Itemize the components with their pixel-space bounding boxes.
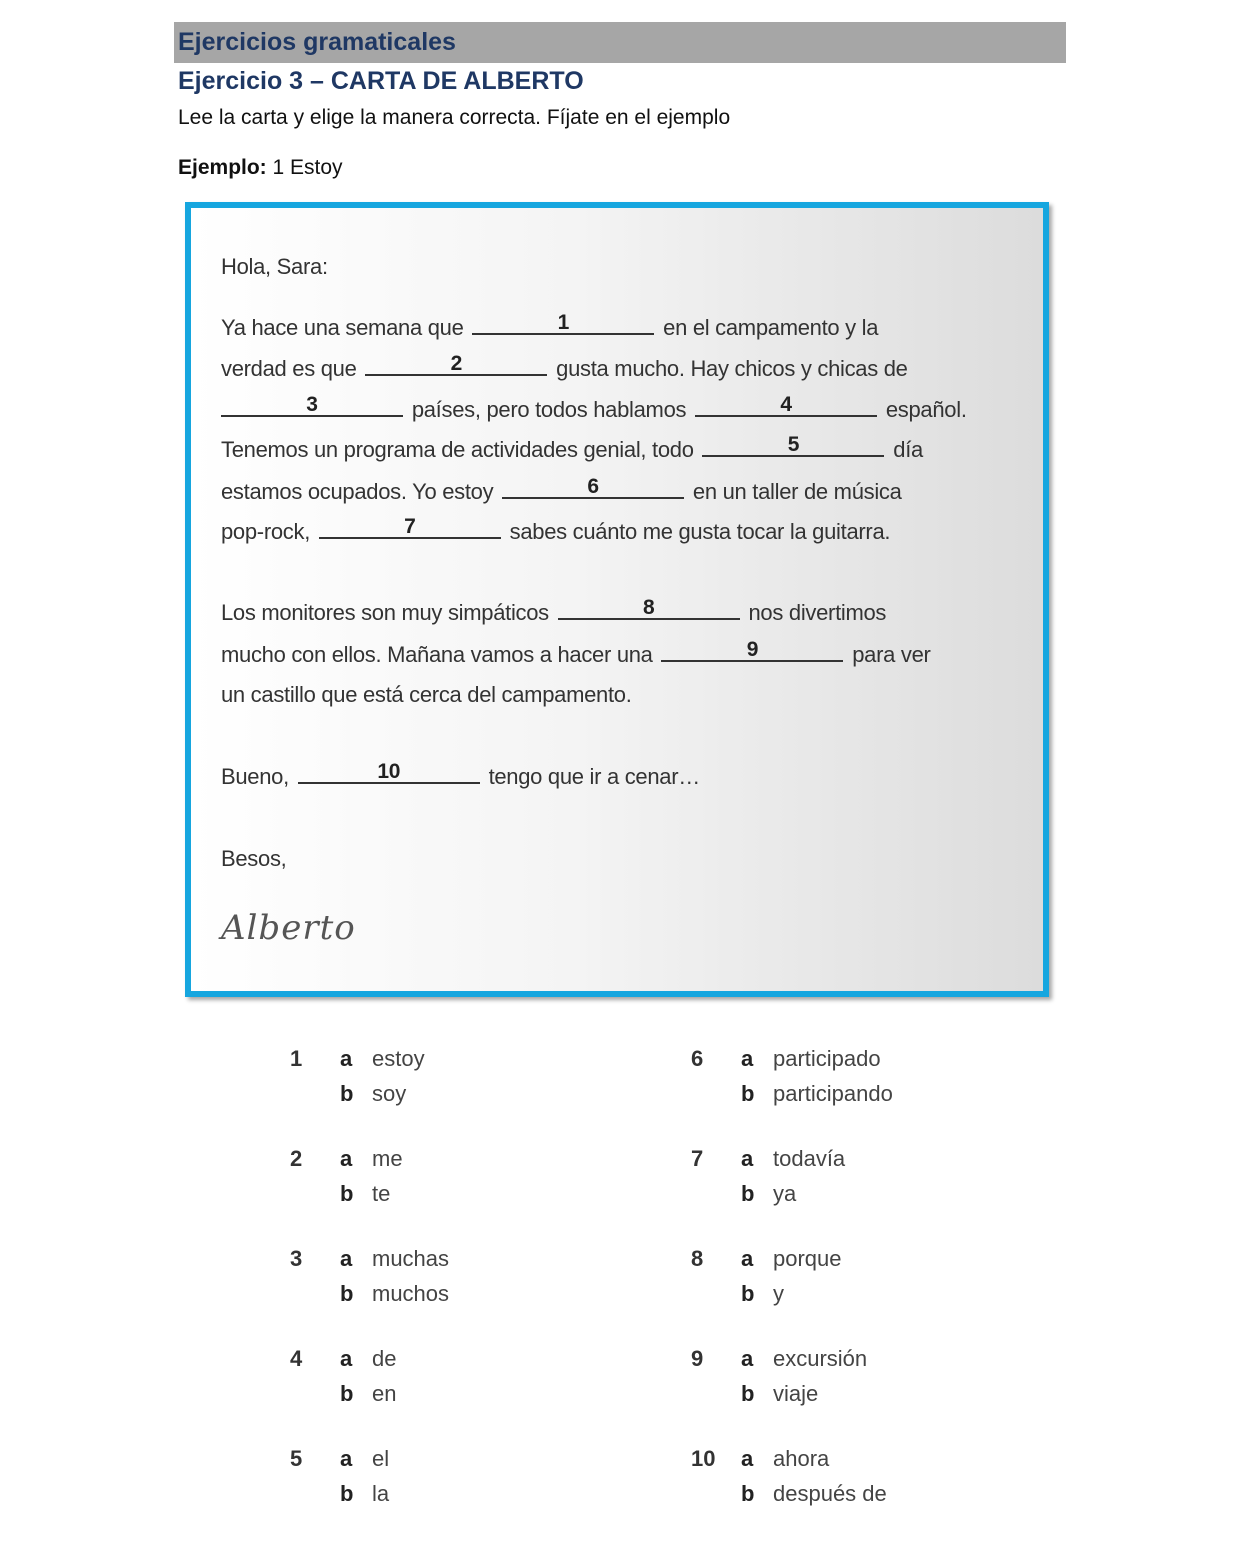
line-text: un castillo que está cerca del campamento. [221, 682, 632, 707]
line-text: estamos ocupados. Yo estoy [221, 479, 494, 504]
option-a[interactable] [340, 1446, 389, 1472]
option-key: b [741, 1481, 755, 1506]
line-text: Los monitores son muy simpáticos [221, 600, 549, 625]
example-label: Ejemplo: [178, 156, 267, 179]
line-text: para ver [852, 642, 931, 667]
option-text: te [372, 1181, 391, 1206]
line-text: países, pero todos hablamos [411, 397, 687, 422]
option-number: 3 [290, 1246, 303, 1271]
letter-line [221, 393, 967, 423]
option-text: ahora [773, 1446, 830, 1471]
option-key: a [340, 1346, 353, 1371]
option-text: la [372, 1481, 390, 1506]
option-key: b [340, 1081, 354, 1106]
letter-line [221, 515, 891, 545]
example [178, 156, 343, 180]
signature: Alberto [221, 908, 356, 948]
section-header: Ejercicios gramaticales [174, 22, 1066, 63]
option-a[interactable] [340, 1046, 425, 1072]
option-number: 8 [691, 1246, 704, 1271]
gap-4[interactable]: 4 [695, 395, 877, 417]
line-text: Bueno, [221, 764, 289, 789]
option-a[interactable] [741, 1246, 842, 1272]
option-text: y [773, 1281, 784, 1306]
option-b[interactable] [340, 1381, 396, 1407]
letter-line [221, 475, 902, 505]
option-number: 10 [691, 1446, 716, 1471]
option-b[interactable] [340, 1181, 390, 1207]
letter-line [221, 352, 908, 382]
option-number: 7 [691, 1146, 704, 1171]
option-key: a [741, 1046, 754, 1071]
option-a[interactable] [340, 1346, 396, 1372]
option-a[interactable] [741, 1046, 881, 1072]
line-text: en el campamento y la [663, 315, 879, 340]
option-text: muchos [372, 1281, 450, 1306]
option-a[interactable] [741, 1446, 829, 1472]
option-text: el [372, 1446, 390, 1471]
option-a[interactable] [340, 1146, 403, 1172]
option-a[interactable] [340, 1246, 449, 1272]
line-text: pop-rock, [221, 519, 311, 544]
option-b[interactable] [741, 1281, 784, 1307]
gap-3[interactable]: 3 [221, 395, 403, 417]
option-number: 6 [691, 1046, 704, 1071]
line-text: día [893, 437, 923, 462]
line-text: Besos, [221, 846, 287, 871]
gap-10[interactable]: 10 [298, 762, 480, 784]
gap-2[interactable]: 2 [365, 354, 547, 376]
line-text: sabes cuánto me gusta tocar la guitarra. [509, 519, 891, 544]
option-a[interactable] [741, 1346, 867, 1372]
letter-line [221, 433, 923, 463]
gap-8[interactable]: 8 [558, 598, 740, 620]
letter-box [185, 202, 1049, 997]
line-text: verdad es que [221, 356, 357, 381]
option-key: b [741, 1181, 755, 1206]
option-text: me [372, 1146, 403, 1171]
option-key: a [340, 1246, 353, 1271]
option-key: a [340, 1146, 353, 1171]
letter-line [221, 638, 931, 668]
option-number: 9 [691, 1346, 704, 1371]
gap-6[interactable]: 6 [502, 477, 684, 499]
letter-line [221, 596, 887, 626]
option-text: porque [773, 1246, 842, 1271]
option-key: a [340, 1046, 353, 1071]
example-value: 1 Estoy [266, 156, 343, 179]
option-b[interactable] [741, 1081, 893, 1107]
line-text: Ya hace una semana que [221, 315, 464, 340]
option-text: ya [773, 1181, 797, 1206]
option-a[interactable] [741, 1146, 845, 1172]
line-text: nos divertimos [748, 600, 887, 625]
option-b[interactable] [340, 1281, 449, 1307]
option-text: viaje [773, 1381, 819, 1406]
option-number: 5 [290, 1446, 303, 1471]
option-key: b [340, 1381, 354, 1406]
exercise-title: Ejercicio 3 – CARTA DE ALBERTO [178, 67, 584, 95]
gap-9[interactable]: 9 [661, 640, 843, 662]
line-text: español. [885, 397, 967, 422]
option-text: en [372, 1381, 397, 1406]
option-text: después de [773, 1481, 887, 1506]
option-key: b [741, 1081, 755, 1106]
option-key: b [340, 1281, 354, 1306]
option-b[interactable] [741, 1381, 818, 1407]
line-text: tengo que ir a cenar… [488, 764, 700, 789]
option-key: b [741, 1281, 755, 1306]
option-b[interactable] [741, 1481, 887, 1507]
option-number: 1 [290, 1046, 303, 1071]
option-key: a [741, 1246, 754, 1271]
letter-closing [221, 846, 286, 872]
gap-7[interactable]: 7 [319, 517, 501, 539]
option-text: de [372, 1346, 397, 1371]
option-text: participando [773, 1081, 893, 1106]
letter-line [221, 760, 700, 790]
option-text: excursión [773, 1346, 868, 1371]
option-b[interactable] [741, 1181, 796, 1207]
line-text: mucho con ellos. Mañana vamos a hacer una [221, 642, 653, 667]
letter-line [221, 682, 632, 708]
option-text: todavía [773, 1146, 846, 1171]
option-key: b [741, 1381, 755, 1406]
gap-1[interactable]: 1 [472, 313, 654, 335]
option-key: a [340, 1446, 353, 1471]
option-key: b [340, 1181, 354, 1206]
line-text: en un taller de música [692, 479, 902, 504]
option-text: estoy [372, 1046, 425, 1071]
option-b[interactable] [340, 1081, 406, 1107]
option-number: 2 [290, 1146, 303, 1171]
instructions: Lee la carta y elige la manera correcta. Fíjate en el ejemplo [178, 106, 731, 129]
option-key: a [741, 1446, 754, 1471]
option-b[interactable] [340, 1481, 389, 1507]
option-text: muchas [372, 1246, 450, 1271]
letter-greeting: Hola, Sara: [221, 254, 328, 279]
line-text: gusta mucho. Hay chicos y chicas de [556, 356, 908, 381]
gap-5[interactable]: 5 [702, 435, 884, 457]
option-text: participado [773, 1046, 881, 1071]
option-key: b [340, 1481, 354, 1506]
option-key: a [741, 1146, 754, 1171]
option-key: a [741, 1346, 754, 1371]
letter-line [221, 311, 879, 341]
line-text: Tenemos un programa de actividades genial, todo [221, 437, 694, 462]
option-number: 4 [290, 1346, 303, 1371]
option-text: soy [372, 1081, 407, 1106]
